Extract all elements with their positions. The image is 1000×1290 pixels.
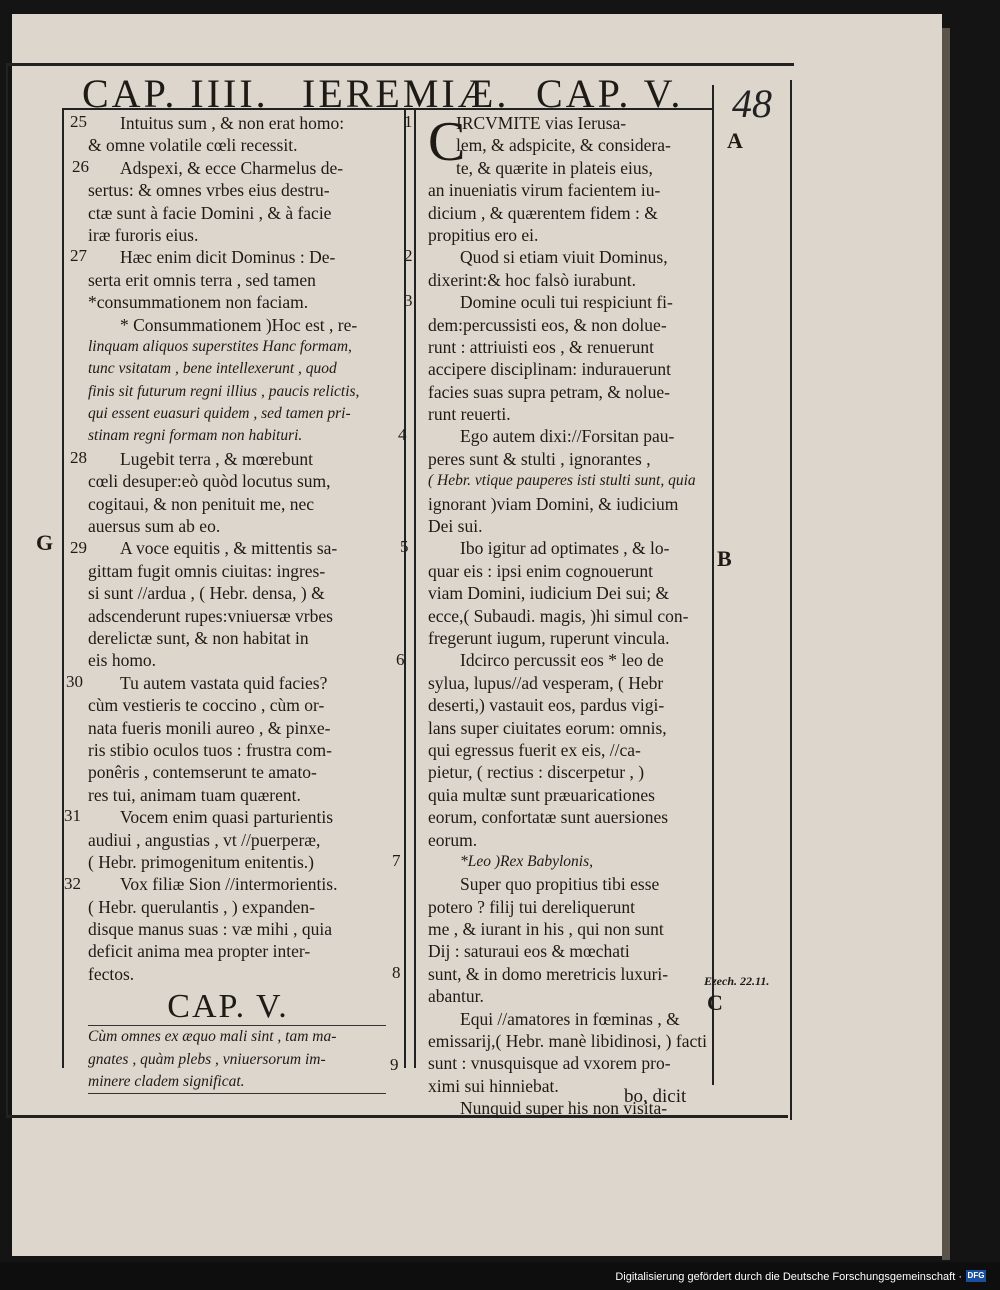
- text-line: A voce equitis , & mittentis sa-: [120, 538, 338, 559]
- verse-number: 28: [70, 448, 87, 467]
- text-line: te, & quærite in plateis eius,: [456, 157, 653, 178]
- text-line: propitius ero ei.: [428, 224, 539, 245]
- chapter-heading: CAP. V.: [167, 988, 289, 1026]
- verse-number: 9: [390, 1055, 399, 1074]
- column-rule-right: [712, 85, 714, 1085]
- frame-rule-left: [6, 63, 8, 1118]
- text-line: ( Hebr. primogenitum enitentis.): [88, 851, 314, 872]
- text-line: Vox filiæ Sion //intermorientis.: [120, 874, 338, 895]
- text-line: ponêris , contemserunt te amato-: [88, 762, 317, 783]
- verse-number: 7: [392, 851, 401, 870]
- verse-number: 1: [404, 112, 413, 131]
- drop-cap: C: [428, 111, 466, 173]
- text-line: adscenderunt rupes:vniuersæ vrbes: [88, 605, 333, 626]
- running-head-chapter-left: CAP. IIII.: [82, 71, 269, 116]
- verse-number: 26: [72, 157, 89, 176]
- text-line: cùm vestieris te coccino , cùm or-: [88, 695, 325, 716]
- text-line: Domine oculi tui respiciunt fi-: [460, 292, 673, 313]
- verse-number: 29: [70, 538, 87, 557]
- text-line: iræ furoris eius.: [88, 224, 199, 245]
- text-line: dem:percussisti eos, & non dolue-: [428, 314, 667, 335]
- text-line: facies suas supra petram, & nolue-: [428, 381, 671, 402]
- text-line: fregerunt iugum, ruperunt vincula.: [428, 627, 670, 648]
- text-line: lem, & adspicite, & considera-: [456, 135, 671, 156]
- text-line: me , & iurant in his , qui non sunt: [428, 919, 664, 940]
- text-line: ximi sui hinniebat.: [428, 1075, 559, 1096]
- annotation-line: stinam regni formam non habituri.: [88, 427, 303, 445]
- text-line: ignorant )viam Domini, & iudicium: [428, 493, 679, 514]
- verse-number: 30: [66, 672, 83, 691]
- text-line: sertus: & omnes vrbes eius destru-: [88, 180, 330, 201]
- folio-number: 48: [732, 81, 772, 126]
- margin-reference: Ezech. 22.11.: [704, 974, 770, 988]
- dfg-logo: DFG: [967, 1271, 985, 1280]
- text-line: & omne volatile cœli recessit.: [88, 135, 298, 156]
- text-line: si sunt //ardua , ( Hebr. densa, ) &: [88, 583, 325, 604]
- catchword: bo, dicit: [624, 1086, 687, 1107]
- text-line: Hæc enim dicit Dominus : De-: [120, 247, 336, 268]
- text-line: ris stibio oculos tuos : frustra com-: [88, 739, 333, 760]
- text-line: emissarij,( Hebr. manè libidinosi, ) facti: [428, 1031, 707, 1052]
- text-line: quia multæ sunt præuaricationes: [428, 784, 655, 805]
- annotation-line: qui essent euasuri quidem , sed tamen pri-: [88, 405, 351, 423]
- text-line: deserti,) vastauit eos, pardus vigi-: [428, 695, 665, 716]
- text-line: audiui , angustias , vt //puerperæ,: [88, 829, 321, 850]
- margin-letter-a: A: [727, 128, 743, 153]
- running-head-chapter-right: CAP. V.: [536, 71, 684, 116]
- annotation-line: ( Hebr. vtique pauperes isti stulti sunt, quia: [428, 472, 696, 490]
- text-line: Super quo propitius tibi esse: [460, 874, 660, 895]
- margin-letter-b: B: [717, 546, 732, 571]
- text-line: deficit anima mea propter inter-: [88, 941, 311, 962]
- text-line: Vocem enim quasi parturientis: [120, 807, 334, 828]
- text-line: sylua, lupus//ad vesperam, ( Hebr: [428, 672, 664, 693]
- text-line: Tu autem vastata quid facies?: [120, 672, 328, 693]
- text-line: cœli desuper:eò quòd locutus sum,: [88, 471, 331, 492]
- annotation-line: * Consummationem )Hoc est , re-: [120, 314, 358, 335]
- text-line: cogitaui, & non penituit me, nec: [88, 493, 314, 514]
- verse-number: 25: [70, 112, 87, 131]
- text-line: Lugebit terra , & mœrebunt: [120, 448, 313, 469]
- text-line: gittam fugit omnis ciuitas: ingres-: [88, 560, 326, 581]
- text-line: res tui, animam tuam quærent.: [88, 784, 301, 805]
- text-line: Intuitus sum , & non erat homo:: [120, 113, 345, 133]
- verse-number: 27: [70, 246, 87, 265]
- text-line: abantur.: [428, 986, 484, 1007]
- running-head-book: IEREMIÆ.: [302, 71, 510, 116]
- text-line: potero ? filij tui dereliquerunt: [428, 896, 636, 917]
- text-line: *consummationem non faciam.: [88, 292, 309, 313]
- text-line: C IRCVMITE vias Ierusa-: [428, 111, 627, 173]
- text-line: Idcirco percussit eos * leo de: [460, 650, 664, 671]
- text-line: an inueniatis virum facientem iu-: [428, 180, 661, 201]
- right-column: [428, 112, 708, 1120]
- text-line: runt : attriuisti eos , & renuerunt: [428, 336, 654, 357]
- text-line: eis homo.: [88, 650, 157, 671]
- annotation-line: *Leo )Rex Babylonis,: [460, 852, 594, 870]
- summary-line: minere cladem significat.: [88, 1073, 245, 1091]
- text-line: eorum, confortatæ sunt auersiones: [428, 807, 669, 828]
- text-line: auersus sum ab eo.: [88, 516, 221, 537]
- text-line: Equi //amatores in fœminas , &: [460, 1008, 680, 1029]
- summary-line: gnates , quàm plebs , vniuersorum im-: [88, 1050, 326, 1068]
- text-line: dixerint:& hoc falsò iurabunt.: [428, 269, 637, 290]
- frame-rule-top: [6, 63, 794, 66]
- verse-number: 8: [392, 963, 401, 982]
- verse-number: 2: [404, 246, 413, 265]
- text-line: disque manus suas : væ mihi , quia: [88, 919, 333, 940]
- text-line: lans super ciuitates eorum: omnis,: [428, 717, 667, 738]
- text-line: pietur, ( rectius : discerpetur , ): [428, 762, 645, 783]
- text-line: derelictæ sunt, & non habitat in: [88, 627, 309, 648]
- text-line: Dij : saturaui eos & mœchati: [428, 941, 630, 962]
- annotation-line: tunc vsitatam , bene intellexerunt , quod: [88, 360, 337, 378]
- summary-line: Cùm omnes ex æquo mali sint , tam ma-: [88, 1028, 337, 1046]
- verse-number: 3: [404, 291, 413, 310]
- verse-number: 5: [400, 537, 409, 556]
- text-line: Ibo igitur ad optimates , & lo-: [460, 538, 670, 559]
- footer-credit: Digitalisierung gefördert durch die Deutsche Forschungsgemeinschaft ·: [615, 1271, 962, 1283]
- text-line: Adspexi, & ecce Charmelus de-: [120, 157, 344, 178]
- verse-number: 4: [398, 425, 407, 444]
- verse-number: 6: [396, 650, 405, 669]
- left-column: [88, 112, 386, 1094]
- frame-rule-right: [790, 80, 792, 1120]
- column-rule-middle-inner: [414, 108, 416, 1068]
- text-line: runt reuerti.: [428, 404, 511, 425]
- margin-letter-g: G: [36, 530, 54, 555]
- text-line: ( Hebr. querulantis , ) expanden-: [88, 896, 315, 917]
- text-line: sunt : vnusquisque ad vxorem pro-: [428, 1053, 671, 1074]
- text-line: serta erit omnis terra , sed tamen: [88, 269, 316, 290]
- text-line: peres sunt & stulti , ignorantes ,: [428, 448, 651, 469]
- text-line: eorum.: [428, 829, 478, 850]
- text-line: Nunquid super his non visita-: [460, 1098, 668, 1119]
- chapter-summary: [88, 1025, 386, 1094]
- text-line: qui egressus fuerit ex eis, //ca-: [428, 739, 641, 760]
- page-edge: [942, 28, 950, 1260]
- text-line: Quod si etiam viuit Dominus,: [460, 247, 668, 268]
- text-line: viam Domini, iudicium Dei sui; &: [428, 583, 670, 604]
- text-line: sunt, & in domo meretricis luxuri-: [428, 963, 669, 984]
- text-line: dicium , & quærentem fidem : &: [428, 202, 658, 223]
- text-line: quar eis : ipsi enim cognouerunt: [428, 560, 654, 581]
- verse-number: 31: [64, 806, 81, 825]
- annotation-line: finis sit futurum regni illius , paucis relictis,: [88, 382, 360, 400]
- column-rule-left: [62, 108, 64, 1068]
- text-line: fectos.: [88, 963, 135, 984]
- text-line: ecce,( Subaudi. magis, )hi simul con-: [428, 605, 689, 626]
- text-line: accipere disciplinam: indurauerunt: [428, 359, 671, 380]
- text-line: nata fueris monili aureo , & pinxe-: [88, 717, 331, 738]
- text-line: Ego autem dixi://Forsitan pau-: [460, 426, 675, 447]
- verse-number: 32: [64, 874, 81, 893]
- annotation-line: linquam aliquos superstites Hanc formam,: [88, 337, 352, 355]
- margin-letter-c: C: [707, 990, 723, 1015]
- text-line: ctæ sunt à facie Domini , & à facie: [88, 202, 332, 223]
- text-line: Dei sui.: [428, 516, 483, 537]
